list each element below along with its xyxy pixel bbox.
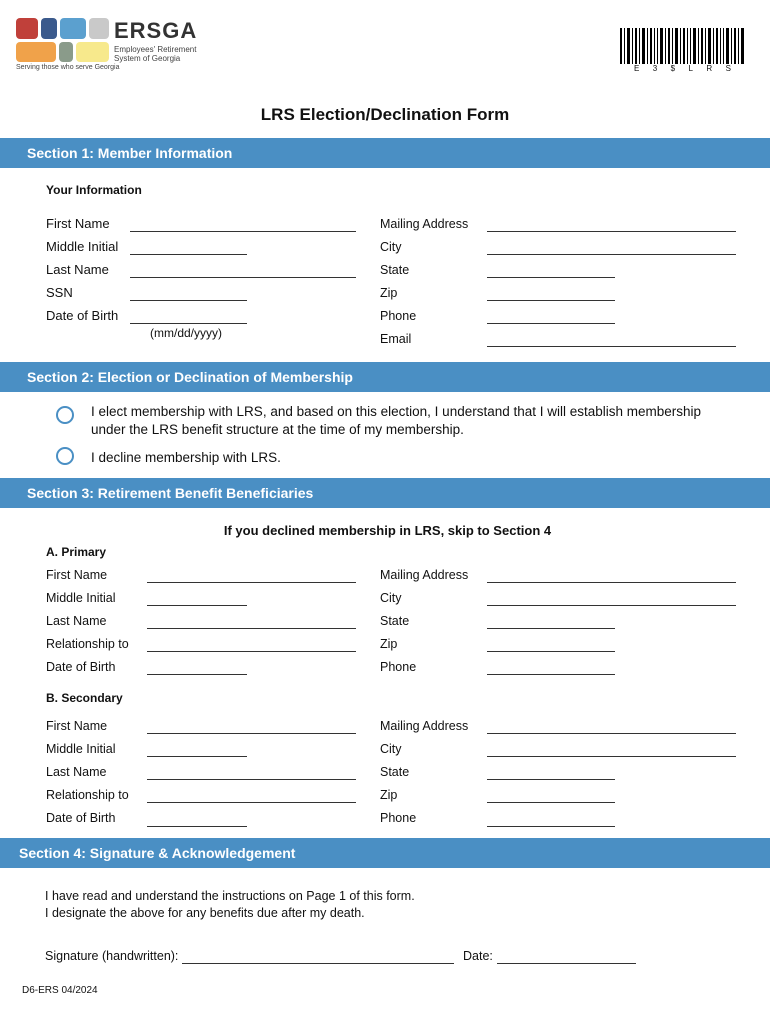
primary-dob-label: Date of Birth xyxy=(46,660,116,674)
org-subtitle: Employees' Retirement System of Georgia xyxy=(114,45,197,63)
barcode-text: E 3 $ L R S xyxy=(634,64,734,73)
primary-state-label: State xyxy=(380,614,410,628)
primary-zip-field[interactable] xyxy=(487,651,615,652)
secondary-relationship-label: Relationship to xyxy=(46,788,129,802)
section2-header: Section 2: Election or Declination of Membership xyxy=(0,362,770,392)
dob-format-hint: (mm/dd/yyyy) xyxy=(150,326,222,340)
secondary-beneficiary-heading: B. Secondary xyxy=(46,691,123,705)
primary-last-name-label: Last Name xyxy=(46,614,107,628)
section1-header: Section 1: Member Information xyxy=(0,138,770,168)
secondary-zip-field[interactable] xyxy=(487,802,615,803)
primary-mailing-address-field[interactable] xyxy=(487,582,736,583)
middle-initial-label: Middle Initial xyxy=(46,239,119,254)
secondary-zip-label: Zip xyxy=(380,788,398,802)
secondary-dob-field[interactable] xyxy=(147,826,247,827)
primary-last-name-field[interactable] xyxy=(147,628,356,629)
primary-relationship-field[interactable] xyxy=(147,651,356,652)
primary-city-label: City xyxy=(380,591,402,605)
primary-mailing-address-label: Mailing Address xyxy=(380,568,469,582)
acknowledgement-text: I have read and understand the instructions on Page 1 of this form. I designate the above for any benefits due after my death. xyxy=(45,889,415,920)
state-field[interactable] xyxy=(487,277,615,278)
primary-first-name-field[interactable] xyxy=(147,582,356,583)
barcode xyxy=(620,28,744,64)
secondary-dob-label: Date of Birth xyxy=(46,811,116,825)
email-label: Email xyxy=(380,332,412,346)
section3-header: Section 3: Retirement Benefit Beneficiaries xyxy=(0,478,770,508)
zip-field[interactable] xyxy=(487,300,615,301)
email-field[interactable] xyxy=(487,346,736,347)
skip-section-note: If you declined membership in LRS, skip to Section 4 xyxy=(223,523,552,538)
primary-relationship-label: Relationship to xyxy=(46,637,129,651)
primary-city-field[interactable] xyxy=(487,605,736,606)
middle-initial-field[interactable] xyxy=(130,254,247,255)
zip-label: Zip xyxy=(380,286,398,300)
form-code: D6-ERS 04/2024 xyxy=(22,985,98,996)
state-label: State xyxy=(380,263,410,277)
signature-field[interactable] xyxy=(182,963,454,964)
dob-field[interactable] xyxy=(130,323,247,324)
first-name-label: First Name xyxy=(46,216,110,231)
primary-beneficiary-heading: A. Primary xyxy=(46,545,107,559)
primary-middle-initial-label: Middle Initial xyxy=(46,591,116,605)
secondary-first-name-field[interactable] xyxy=(147,733,356,734)
primary-phone-field[interactable] xyxy=(487,674,615,675)
org-name: ERSGA xyxy=(114,18,198,43)
first-name-field[interactable] xyxy=(130,231,356,232)
primary-zip-label: Zip xyxy=(380,637,398,651)
mailing-address-field[interactable] xyxy=(487,231,736,232)
secondary-middle-initial-label: Middle Initial xyxy=(46,742,116,756)
date-field[interactable] xyxy=(497,963,636,964)
org-tagline: Serving those who serve Georgia xyxy=(16,64,120,71)
decline-membership-text: I decline membership with LRS. xyxy=(91,450,281,465)
primary-phone-label: Phone xyxy=(380,660,417,674)
secondary-mailing-address-label: Mailing Address xyxy=(380,719,469,733)
secondary-city-label: City xyxy=(380,742,402,756)
secondary-middle-initial-field[interactable] xyxy=(147,756,247,757)
last-name-field[interactable] xyxy=(130,277,356,278)
phone-label: Phone xyxy=(380,309,417,323)
secondary-city-field[interactable] xyxy=(487,756,736,757)
elect-membership-radio[interactable] xyxy=(56,406,74,424)
secondary-last-name-field[interactable] xyxy=(147,779,356,780)
elect-membership-text: I elect membership with LRS, and based on this election, I understand that I will establish membership under the LRS benefit structure at the time of my membership. xyxy=(91,404,702,437)
ssn-label: SSN xyxy=(46,285,73,300)
primary-state-field[interactable] xyxy=(487,628,615,629)
city-field[interactable] xyxy=(487,254,736,255)
city-label: City xyxy=(380,240,402,254)
secondary-mailing-address-field[interactable] xyxy=(487,733,736,734)
mailing-address-label: Mailing Address xyxy=(380,217,469,231)
section4-header: Section 4: Signature & Acknowledgement xyxy=(0,838,770,868)
your-information-heading: Your Information xyxy=(46,183,142,197)
secondary-state-field[interactable] xyxy=(487,779,615,780)
secondary-first-name-label: First Name xyxy=(46,719,108,733)
date-label: Date: xyxy=(463,949,493,963)
org-logo xyxy=(16,18,112,64)
primary-middle-initial-field[interactable] xyxy=(147,605,247,606)
secondary-state-label: State xyxy=(380,765,410,779)
signature-label: Signature (handwritten): xyxy=(45,949,179,963)
dob-label: Date of Birth xyxy=(46,308,119,323)
primary-first-name-label: First Name xyxy=(46,568,108,582)
phone-field[interactable] xyxy=(487,323,615,324)
primary-dob-field[interactable] xyxy=(147,674,247,675)
secondary-phone-label: Phone xyxy=(380,811,417,825)
secondary-relationship-field[interactable] xyxy=(147,802,356,803)
last-name-label: Last Name xyxy=(46,262,109,277)
ssn-field[interactable] xyxy=(130,300,247,301)
secondary-last-name-label: Last Name xyxy=(46,765,107,779)
form-title: LRS Election/Declination Form xyxy=(260,105,510,124)
decline-membership-radio[interactable] xyxy=(56,447,74,465)
secondary-phone-field[interactable] xyxy=(487,826,615,827)
